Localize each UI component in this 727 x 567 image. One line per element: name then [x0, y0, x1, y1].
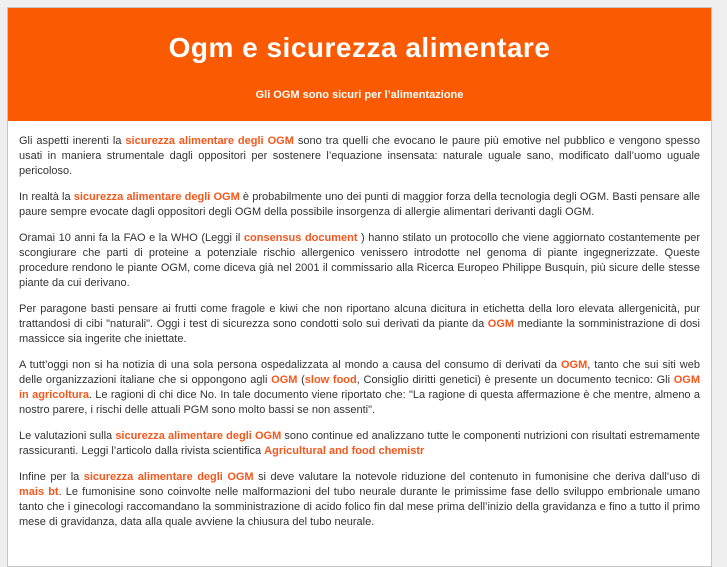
paragraph: [19, 358, 700, 418]
text-segment: , tanto che sui siti web delle organizzazioni italiane che si oppongono agli: [19, 359, 700, 386]
inline-link[interactable]: OGM in agricoltura: [19, 374, 701, 401]
text-segment: Gli aspetti inerenti la: [19, 135, 126, 147]
inline-link[interactable]: sicurezza alimentare degli OGM: [83, 471, 254, 483]
inline-link[interactable]: sicurezza alimentare degli OGM: [125, 135, 294, 147]
text-segment: Infine per la: [19, 471, 84, 483]
text-segment: si deve valutare la notevole riduzione del contenuto in fumonisine che deriva dall’uso di: [253, 471, 700, 483]
inline-link[interactable]: OGM: [487, 318, 515, 330]
text-segment: mediante la somministrazione di dosi massicce sia ingerite che iniettate.: [19, 318, 700, 345]
text-segment: A tutt’oggi non si ha notizia di una sola persona ospedalizzata al mondo a causa del consumo di derivati da: [19, 359, 561, 371]
text-segment: , Consiglio diritti genetici) è presente un documento tecnico: Gli: [356, 374, 674, 386]
text-segment: è probabilmente uno dei punti di maggior forza della tecnologia degli OGM. Basti pensare alle paure sempre evocate dagli oppositori degli OGM della possibile insorgenza di allergie alimentari derivanti dagli OGM.: [19, 191, 700, 218]
paragraph: [19, 231, 700, 291]
text-segment: sono tra quelli che evocano le paure più emotive nel pubblico e vengono spesso usati in maniera strumentale dagli oppositori per sostenere l’equazione insensata: naturale uguale sano, modificato dall’uomo uguale pericoloso.: [19, 135, 700, 177]
inline-link[interactable]: Agricultural and food chemistr: [264, 445, 425, 457]
page-subtitle: Gli OGM sono sicuri per l’alimentazione: [255, 89, 464, 101]
inline-link[interactable]: OGM: [561, 359, 588, 371]
article-body: [8, 121, 711, 530]
page-container: [7, 7, 712, 567]
text-segment: In realtà la: [19, 191, 74, 203]
inline-link[interactable]: mais bt: [19, 486, 59, 498]
inline-link[interactable]: consensus document: [243, 232, 358, 244]
inline-link[interactable]: sicurezza alimentare degli OGM: [115, 430, 282, 442]
page-title: Ogm e sicurezza alimentare: [168, 32, 551, 63]
paragraph: [19, 190, 700, 220]
text-segment: Oramai 10 anni fa la FAO e la WHO (Leggi il: [19, 232, 244, 244]
paragraph: [19, 302, 700, 347]
text-segment: (: [297, 374, 305, 386]
inline-link[interactable]: OGM: [271, 374, 298, 386]
page-header: [8, 8, 711, 121]
paragraph: [19, 134, 700, 179]
inline-link[interactable]: slow food: [304, 374, 357, 386]
inline-link[interactable]: sicurezza alimentare degli OGM: [73, 191, 240, 203]
text-segment: . Le fumonisine sono coinvolte nelle malformazioni del tubo neurale durante le primissime fase dello sviluppo embrionale umano tanto che i ginecologi raccomandano la somministrazione di acido folico fin dal mese prima dell’inizio della gravidanza e fino a tutto il primo mese di gravidanza, data alla quale avviene la chiusura del tubo neurale.: [19, 486, 700, 528]
text-segment: . Le ragioni di chi dice No. In tale documento viene riportato che: "La ragione di questa affermazione è che mentre, almeno a nostro parere, i rischi delle attuali PGM sono molto bassi se non assenti".: [19, 389, 700, 416]
paragraph: [19, 470, 700, 530]
text-segment: sono continue ed analizzano tutte le componenti nutrizioni con risultati estremamente rassicuranti. Leggi l’articolo dalla rivista scientifica: [19, 430, 700, 457]
text-segment: Per paragone basti pensare ai frutti come fragole e kiwi che non riportano alcuna dicitura in etichetta della loro elevata allergenicità, pur trattandosi di cibi "naturali". Oggi i test di sicurezza sono condotti solo sui derivati da piante da: [19, 303, 700, 330]
text-segment: ) hanno stilato un protocollo che viene aggiornato costantemente per scongiurare che parti di proteine a potenziale rischio allergenico venissero introdotte nel genoma di piante ingegnerizzate. Queste procedure rendono le piante OGM, come diceva già nel 2001 il commissario alla Ricerca Europeo Philippe Busquin, più sicure delle stesse piante da cui derivano.: [19, 232, 700, 289]
text-segment: Le valutazioni sulla: [19, 430, 116, 442]
paragraph: [19, 429, 700, 459]
